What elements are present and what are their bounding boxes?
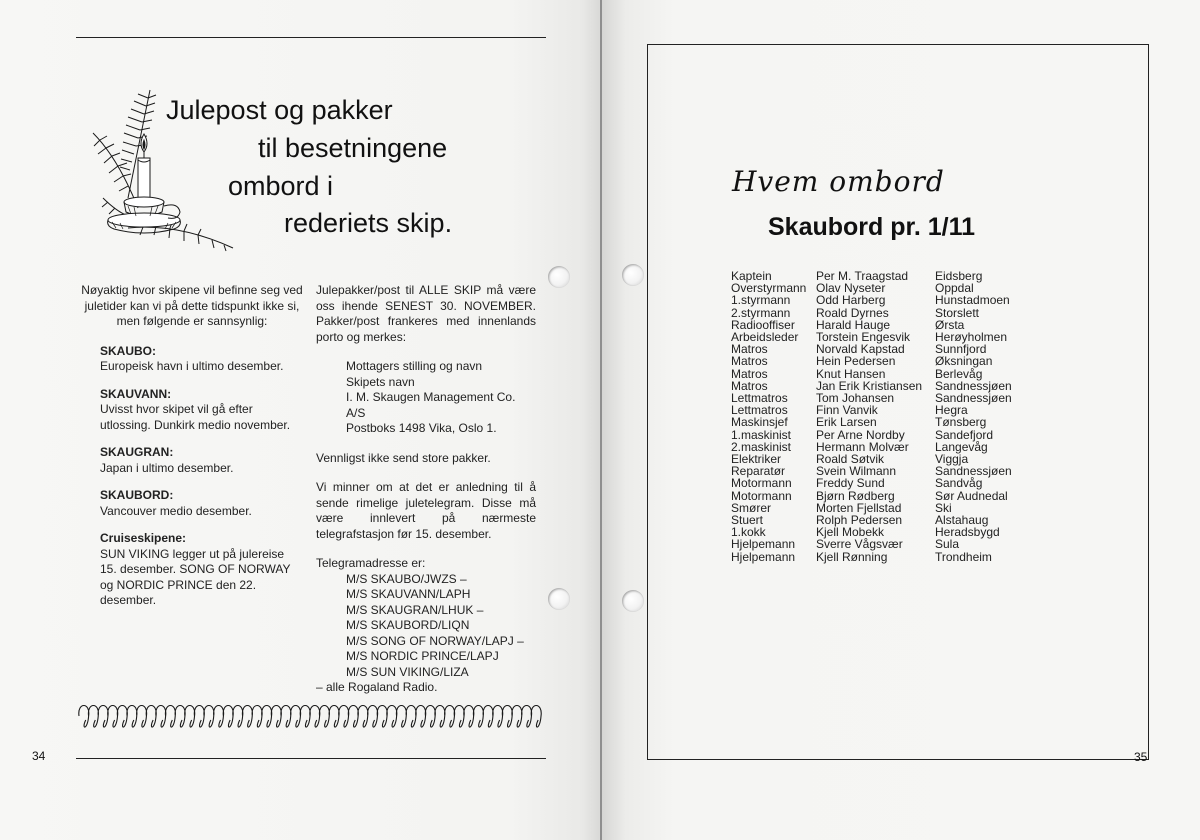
script-title: Hvem ombord — [732, 165, 945, 198]
right-page — [602, 0, 1200, 840]
crew-name: Roald Søtvik — [816, 452, 885, 467]
page-number: 35 — [1134, 750, 1148, 764]
crew-name: Kjell Mobekk — [816, 525, 885, 540]
crew-rank: Motormann — [731, 476, 792, 491]
crew-rank: Kaptein — [731, 269, 772, 283]
crew-name: Freddy Sund — [816, 476, 885, 491]
ship-entry — [100, 445, 306, 476]
crew-name: Per M. Traagstad — [816, 269, 909, 283]
telegram-address: M/S SONG OF NORWAY/LAPJ – — [346, 633, 524, 648]
crew-rank: Reparatør — [731, 464, 786, 479]
ship-entry — [100, 531, 302, 609]
crew-name: Roald Dyrnes — [816, 305, 889, 320]
crew-name: Morten Fjellstad — [816, 500, 902, 515]
crew-hometown: Sula — [935, 537, 960, 552]
crew-name: Per Arne Nordby — [816, 427, 905, 442]
crew-hometown: Sandnessjøen — [935, 378, 1012, 393]
crew-hometown: Ski — [935, 500, 952, 515]
top-rule — [76, 37, 546, 38]
binder-hole — [548, 588, 570, 610]
ship-location: Vancouver medio desember. — [100, 503, 252, 518]
binder-hole — [622, 264, 644, 286]
crew-rank: 2.styrmann — [731, 305, 791, 320]
telegram-address: M/S SUN VIKING/LIZA — [346, 664, 469, 679]
crew-hometown: Sandnessjøen — [935, 464, 1012, 479]
telegram-address: M/S SKAUVANN/LAPH — [346, 587, 471, 601]
crew-rank: Matros — [731, 354, 768, 369]
crew-name: Erik Larsen — [816, 415, 877, 430]
address-line: Skipets navn — [346, 374, 415, 389]
crew-rank: Arbeidsleder — [731, 330, 799, 345]
crew-hometown: Trondheim — [935, 549, 992, 564]
crew-name: Norvald Kapstad — [816, 342, 905, 357]
ship-entry — [100, 488, 306, 519]
ship-location: SUN VIKING legger ut på julereise 15. desember. SONG OF NORWAY og NORDIC PRINCE den 22. desember. — [100, 546, 291, 607]
crew-rank: 2.maskinist — [731, 439, 792, 454]
crew-rank: 1.styrmann — [731, 293, 791, 308]
title-line-3: ombord i — [228, 171, 334, 201]
address-line: Mottagers stilling og navn — [346, 359, 483, 373]
crew-places-column — [935, 270, 1012, 563]
ship-name: SKAUVANN: — [100, 386, 172, 401]
address-line: Postboks 1498 Vika, Oslo 1. — [346, 421, 497, 435]
crew-hometown: Berlevåg — [935, 366, 983, 381]
telegram-address: M/S SKAUGRAN/LHUK – — [346, 602, 484, 617]
crew-name: Kjell Rønning — [816, 549, 888, 564]
address-line: I. M. Skaugen Management Co. A/S — [346, 390, 516, 420]
crew-name: Jan Erik Kristiansen — [816, 378, 923, 393]
ship-name: SKAUGRAN: — [100, 445, 174, 459]
crew-rank: Stuert — [731, 513, 764, 528]
crew-rank: Motormann — [731, 488, 792, 503]
crew-hometown: Langevåg — [935, 439, 988, 454]
crew-name: Rolph Pedersen — [816, 513, 903, 528]
crew-name: Sverre Vågsvær — [816, 537, 903, 552]
crew-name: Olav Nyseter — [816, 281, 886, 296]
telegram-address: M/S NORDIC PRINCE/LAPJ — [346, 649, 499, 663]
ship-name: SKAUBORD: — [100, 488, 174, 502]
crew-hometown: Tønsberg — [935, 415, 987, 430]
telegram-footer: – alle Rogaland Radio. — [316, 680, 438, 694]
crew-hometown: Sandefjord — [935, 427, 994, 442]
intro-paragraph: Nøyaktig hvor skipene vil befinne seg ved juletider kan vi på dette tidspunkt ikke si, men følgende er sannsynlig: — [81, 283, 303, 328]
crew-rank: Radiooffiser — [731, 317, 795, 332]
crew-rank: 1.kokk — [731, 525, 766, 540]
ship-name: Cruiseskipene: — [100, 531, 187, 545]
binder-hole — [548, 266, 570, 288]
instructions-paragraph: Julepakker/post til ALLE SKIP må være oss ihende SENEST 30. NOVEMBER. Pakker/post frankeres med innenlands porto og merkes: — [316, 283, 536, 344]
telegram-address: M/S SKAUBORD/LIQN — [346, 618, 470, 632]
crew-name: Tom Johansen — [816, 391, 895, 406]
crew-names-column — [816, 270, 922, 563]
ship-location: Uvisst hvor skipet vil gå efter utlossing. Dunkirk medio november. — [100, 402, 291, 432]
crew-rank: Hjelpemann — [731, 537, 796, 552]
crew-rank: Elektriker — [731, 452, 782, 467]
crew-rank: Hjelpemann — [731, 549, 796, 564]
telegram-paragraph: Vi minner om at det er anledning til å sende rimelige juletelegram. Disse må være innlevert på nærmeste telegrafstasjon før 15. desember. — [316, 480, 536, 541]
crew-rank: Matros — [731, 366, 768, 381]
left-column — [78, 283, 306, 621]
address-block — [316, 359, 536, 437]
title-line-2: til besetningene — [258, 133, 448, 163]
right-column — [316, 283, 536, 696]
crew-hometown: Viggja — [935, 452, 969, 467]
ship-entry — [100, 344, 306, 375]
loop-border-ornament — [74, 694, 546, 738]
crew-rank: Matros — [731, 378, 768, 393]
packages-note: Vennligst ikke send store pakker. — [316, 450, 491, 465]
crew-rank: 1.maskinist — [731, 427, 792, 442]
crew-hometown: Hegra — [935, 403, 968, 418]
crew-hometown: Storslett — [935, 305, 980, 320]
ship-location: Japan i ultimo desember. — [100, 460, 234, 475]
crew-name: Knut Hansen — [816, 366, 886, 381]
crew-hometown: Oppdal — [935, 281, 974, 296]
crew-rank: Lettmatros — [731, 391, 788, 406]
crew-name: Bjørn Rødberg — [816, 488, 895, 503]
bottom-rule — [76, 758, 546, 759]
telegram-heading: Telegramadresse er: — [316, 556, 426, 570]
crew-rank: Maskinsjef — [731, 415, 788, 430]
crew-hometown: Ørsta — [935, 317, 965, 332]
crew-hometown: Sunnfjord — [935, 342, 987, 357]
crew-name: Svein Wilmann — [816, 464, 897, 479]
crew-hometown: Sør Audnedal — [935, 488, 1008, 503]
telegram-address: M/S SKAUBO/JWZS – — [346, 571, 467, 586]
crew-name: Hermann Molvær — [816, 439, 909, 454]
crew-rank: Overstyrmann — [731, 281, 807, 296]
crew-hometown: Sandvåg — [935, 476, 983, 491]
crew-name: Finn Vanvik — [816, 403, 878, 418]
crew-hometown: Sandnessjøen — [935, 391, 1012, 406]
crew-name: Odd Harberg — [816, 293, 886, 308]
ship-location: Europeisk havn i ultimo desember. — [100, 359, 284, 373]
binder-hole — [622, 590, 644, 612]
crew-ranks-column — [731, 270, 806, 563]
crew-hometown: Alstahaug — [935, 513, 989, 528]
crew-heading: Skaubord pr. 1/11 — [768, 213, 976, 241]
crew-hometown: Eidsberg — [935, 269, 983, 283]
crew-name: Torstein Engesvik — [816, 330, 911, 345]
ship-entry — [100, 387, 306, 434]
title-line-1: Julepost og pakker — [166, 95, 393, 125]
crew-rank: Matros — [731, 342, 768, 357]
telegram-list — [316, 572, 536, 681]
crew-rank: Lettmatros — [731, 403, 788, 418]
crew-hometown: Øksningan — [935, 354, 993, 369]
page-number: 34 — [32, 749, 46, 763]
ship-name: SKAUBO: — [100, 343, 156, 358]
crew-rank: Smører — [731, 500, 771, 515]
crew-hometown: Hunstadmoen — [935, 293, 1010, 308]
crew-name: Hein Pedersen — [816, 354, 896, 369]
crew-hometown: Heradsbygd — [935, 525, 1000, 540]
crew-name: Harald Hauge — [816, 317, 891, 332]
title-line-4: rederiets skip. — [284, 208, 453, 238]
crew-hometown: Herøyholmen — [935, 330, 1008, 345]
